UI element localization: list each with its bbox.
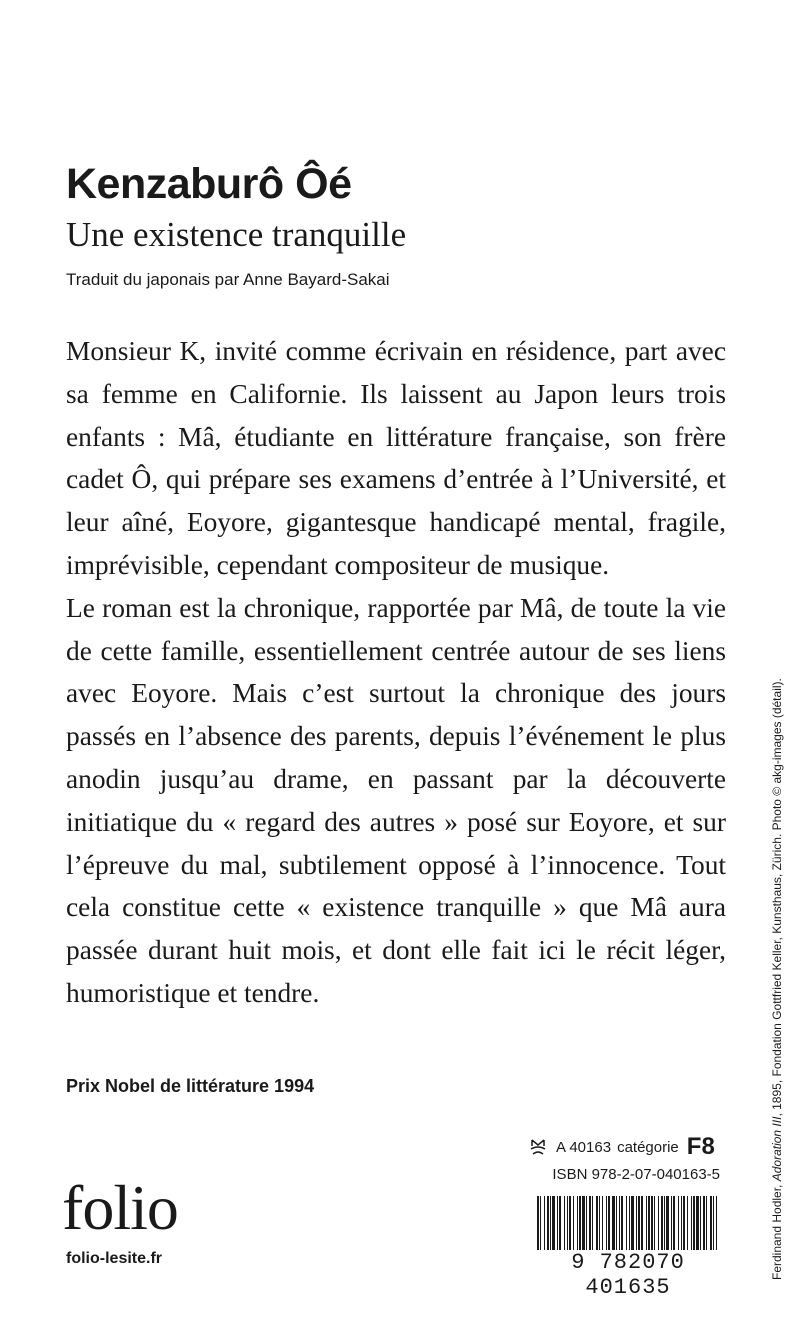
prize-mention: Prix Nobel de littérature 1994 [66, 1076, 315, 1096]
blurb-paragraph-2: Le roman est la chronique, rapportée par Mâ, de toute la vie de cette famille, essentiellement centrée autour de ses liens avec Eoyore. Mais c’est surtout la chronique des jours passés en l’absence des parents, depuis l’événement le plus anodin jusqu’au drame, en passant par la découverte initiatique du « regard des autres » posé sur Eoyore, et sur l’épreuve du mal, subtilement opposé à l’innocence. Tout cela constitue cette « existence tranquille » que Mâ aura passée durant huit mois, et dont elle fait ici le récit léger, humoristique et tendre. [66, 592, 726, 1008]
blurb-paragraph-1: Monsieur K, invité comme écrivain en résidence, part avec sa femme en Californie. Ils laissent au Japon leurs trois enfants : Mâ, étudiante en littérature française, son frère cadet Ô, qui prépare ses examens d’entrée à l’Université, et leur aîné, Eoyore, gigantesque handicapé mental, fragile, imprévisible, cependant compositeur de musique. [66, 336, 726, 580]
publisher-logo: folio [62, 1172, 178, 1243]
isbn: ISBN 978-2-07-040163-5 [552, 1166, 720, 1183]
barcode-number: 9 782070 401635 [535, 1250, 721, 1300]
credit-prefix: Ferdinand Hodler, [770, 1181, 784, 1280]
catalog-code-row [528, 1133, 720, 1161]
category-label: catégorie [617, 1138, 679, 1156]
book-title: Une existence tranquille [66, 215, 407, 254]
translator-credit: Traduit du japonais par Anne Bayard-Sakai [66, 270, 390, 289]
publisher-website: folio-lesite.fr [66, 1250, 163, 1267]
cover-art-credit [770, 678, 784, 1280]
catalog-code: A 40163 [556, 1138, 612, 1156]
credit-artwork: Adoration III [770, 1116, 784, 1182]
credit-suffix: , 1895, Fondation Gottfried Keller, Kunsthaus, Zürich. Photo © akg-images (détail). [770, 678, 784, 1117]
back-cover-blurb [66, 330, 726, 1015]
category-code: F8 [686, 1133, 715, 1160]
author-name: Kenzaburô Ôé [66, 160, 352, 208]
publisher-emblem-icon [528, 1137, 548, 1157]
